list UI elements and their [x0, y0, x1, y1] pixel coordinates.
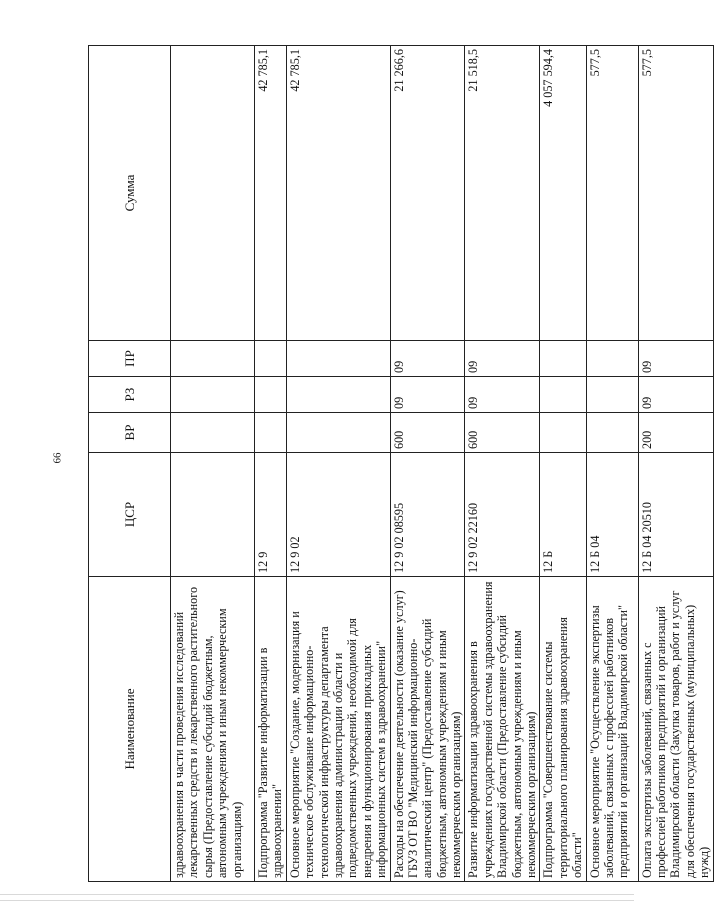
cell-csr: 12 Б: [540, 453, 586, 577]
cell-rz: [171, 377, 255, 413]
cell-vr: [586, 413, 638, 453]
cell-rz: [255, 377, 287, 413]
cell-csr: 12 9 02 22160: [465, 453, 540, 577]
cell-name: Расходы на обеспечение деятельности (оказание услуг) ГБУЗ ОТ ВО "Медицинский информационно-аналитический центр" (Предоставление субсидий бюджетным, автономным учреждениям и иным некоммерческим организациям): [390, 577, 465, 882]
cell-csr: 12 9 02: [286, 453, 390, 577]
cell-pr: [540, 341, 586, 377]
cell-vr: 600: [390, 413, 465, 453]
cell-pr: 09: [465, 341, 540, 377]
table-row: [255, 46, 287, 882]
cell-name: Развитие информатизации здравоохранения в учреждениях государственной системы здравоохранения Владимирской области (Предоставление субсидий бюджетным, автономным учреждениям и иным некоммерческим организациям): [465, 577, 540, 882]
cell-rz: 09: [638, 377, 713, 413]
cell-vr: [171, 413, 255, 453]
cell-rz: 09: [465, 377, 540, 413]
scan-edge-line: [0, 894, 634, 895]
page-number: 66: [51, 452, 64, 464]
cell-vr: 600: [465, 413, 540, 453]
cell-vr: [286, 413, 390, 453]
header-sum: Сумма: [89, 46, 171, 341]
cell-vr: [540, 413, 586, 453]
cell-pr: [286, 341, 390, 377]
cell-pr: 09: [390, 341, 465, 377]
cell-rz: 09: [390, 377, 465, 413]
cell-name: здравоохранения в части проведения исследований лекарственных средств и лекарственного растительного сырья (Предоставление субсидий бюджетным, автономным учреждениям и иным некоммерческим организациям): [171, 577, 255, 882]
table-row: [638, 46, 713, 882]
cell-rz: [586, 377, 638, 413]
cell-sum: 21 266,6: [390, 46, 465, 341]
cell-sum: 577,5: [586, 46, 638, 341]
table-row: [390, 46, 465, 882]
cell-name: Подпрограмма "Совершенствование системы территориального планирования здравоохранения области": [540, 577, 586, 882]
cell-sum: 4 057 594,4: [540, 46, 586, 341]
header-name: Наименование: [89, 577, 171, 882]
cell-sum: 42 785,1: [286, 46, 390, 341]
table-row: [586, 46, 638, 882]
cell-rz: [286, 377, 390, 413]
cell-csr: 12 9 02 08595: [390, 453, 465, 577]
scan-edge-line: [0, 900, 634, 901]
table-row: [540, 46, 586, 882]
cell-sum: 42 785,1: [255, 46, 287, 341]
cell-name: Основное мероприятие "Осуществление экспертизы заболеваний, связанных с профессией работников предприятий и организаций Владимирской области": [586, 577, 638, 882]
rotated-table-wrapper: [88, 46, 712, 882]
cell-name: Основное мероприятие "Создание, модернизация и техническое обслуживание информационно-технологической инфраструктуры департамента здравоохранения администрации области и подведомственных учреждений, необходимой для внедрения и функционирования прикладных информационных систем в здравоохранении": [286, 577, 390, 882]
table-row: [286, 46, 390, 882]
cell-rz: [540, 377, 586, 413]
cell-csr: [171, 453, 255, 577]
cell-sum: 21 518,5: [465, 46, 540, 341]
header-rz: РЗ: [89, 377, 171, 413]
cell-name: Оплата экспертизы заболеваний, связанных с профессией работников предприятий и организаций Владимирской области (Закупка товаров, работ и услуг для обеспечения государственных (муниципальных) нужд): [638, 577, 713, 882]
cell-sum: [171, 46, 255, 341]
cell-pr: [171, 341, 255, 377]
table-row: [465, 46, 540, 882]
cell-name: Подпрограмма "Развитие информатизации в здравоохранении": [255, 577, 287, 882]
cell-csr: 12 Б 04 20510: [638, 453, 713, 577]
cell-pr: [255, 341, 287, 377]
header-vr: ВР: [89, 413, 171, 453]
header-pr: ПР: [89, 341, 171, 377]
table-header-row: [89, 46, 171, 882]
cell-csr: 12 9: [255, 453, 287, 577]
cell-sum: 577,5: [638, 46, 713, 341]
cell-pr: 09: [638, 341, 713, 377]
header-csr: ЦСР: [89, 453, 171, 577]
cell-vr: [255, 413, 287, 453]
cell-vr: 200: [638, 413, 713, 453]
table-row: [171, 46, 255, 882]
cell-csr: 12 Б 04: [586, 453, 638, 577]
cell-pr: [586, 341, 638, 377]
budget-table: [88, 45, 714, 882]
